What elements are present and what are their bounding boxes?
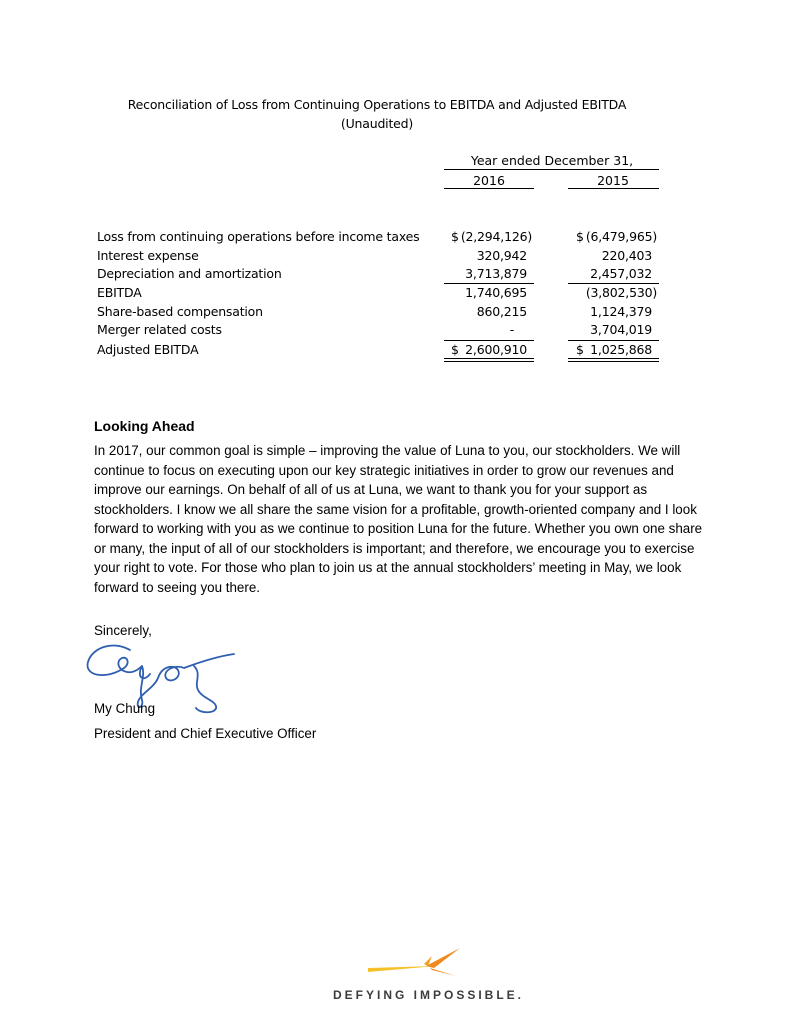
value-2015: 3,704,019 xyxy=(590,322,652,337)
closing-salutation: Sincerely, xyxy=(94,623,152,638)
value-2016: 3,713,879 xyxy=(465,266,527,281)
table-row xyxy=(0,304,799,322)
subtotal-rule-2016 xyxy=(444,283,534,284)
value-2015: 220,403 xyxy=(601,248,652,263)
subtotal-rule-2016 xyxy=(444,340,534,341)
column-header-2016: 2016 xyxy=(473,173,505,188)
value-2015: 1,124,379 xyxy=(590,304,652,319)
footer-tagline: DEFYING IMPOSSIBLE. xyxy=(333,988,525,1002)
value-2016: 860,215 xyxy=(476,304,527,319)
currency-symbol-2016: $ xyxy=(451,342,459,357)
value-2015: 2,457,032 xyxy=(590,266,652,281)
period-header-rule xyxy=(444,169,659,170)
signer-title: President and Chief Executive Officer xyxy=(94,726,317,741)
table-row xyxy=(0,285,799,303)
signer-name: My Chung xyxy=(94,701,156,716)
value-2015: 1,025,868 xyxy=(590,342,652,357)
value-2016: 2,600,910 xyxy=(465,342,527,357)
row-label: Share-based compensation xyxy=(97,304,263,319)
value-2015: (6,479,965) xyxy=(585,229,657,244)
subtotal-rule-2015 xyxy=(568,340,659,341)
value-2015: (3,802,530) xyxy=(585,285,657,300)
value-2016: 320,942 xyxy=(476,248,527,263)
row-label: Loss from continuing operations before income taxes xyxy=(97,229,420,244)
value-2016: - xyxy=(509,322,514,337)
table-row xyxy=(0,248,799,266)
section-heading: Looking Ahead xyxy=(94,418,195,434)
row-label: Merger related costs xyxy=(97,322,222,337)
row-label: Interest expense xyxy=(97,248,199,263)
currency-symbol-2015: $ xyxy=(576,342,584,357)
period-header: Year ended December 31, xyxy=(470,153,634,168)
column-rule-2015 xyxy=(568,188,659,189)
currency-symbol-2015: $ xyxy=(576,229,584,244)
value-2016: 1,740,695 xyxy=(465,285,527,300)
report-subtitle: (Unaudited) xyxy=(340,116,414,131)
row-label: Adjusted EBITDA xyxy=(97,342,199,357)
letter-body: In 2017, our common goal is simple – improving the value of Luna to you, our stockholders. We will continue to focus on executing upon our key strategic initiatives in order to grow our revenues and improve our earnings. On behalf of all of us at Luna, we want to thank you for your support as stockholders. I know we all share the same vision for a profitable, growth-oriented company and I look forward to working with you as we continue to position Luna for the future. Whether you own one share or many, the input of all of our stockholders is important; and therefore, we encourage you to exercise your right to vote. For those who plan to join us at the annual stockholders’ meeting in May, we look forward to seeing you there. xyxy=(94,443,703,595)
total-double-rule-2016 xyxy=(444,358,534,362)
table-row xyxy=(0,229,799,247)
company-logo-swoosh xyxy=(366,946,466,986)
subtotal-rule-2015 xyxy=(568,283,659,284)
row-label: EBITDA xyxy=(97,285,142,300)
row-label: Depreciation and amortization xyxy=(97,266,282,281)
table-row xyxy=(0,342,799,360)
table-row xyxy=(0,322,799,340)
value-2016: (2,294,126) xyxy=(460,229,532,244)
total-double-rule-2015 xyxy=(568,358,659,362)
column-rule-2016 xyxy=(444,188,534,189)
report-title: Reconciliation of Loss from Continuing Operations to EBITDA and Adjusted EBITDA xyxy=(127,97,627,112)
column-header-2015: 2015 xyxy=(597,173,629,188)
currency-symbol-2016: $ xyxy=(451,229,459,244)
table-row xyxy=(0,266,799,284)
